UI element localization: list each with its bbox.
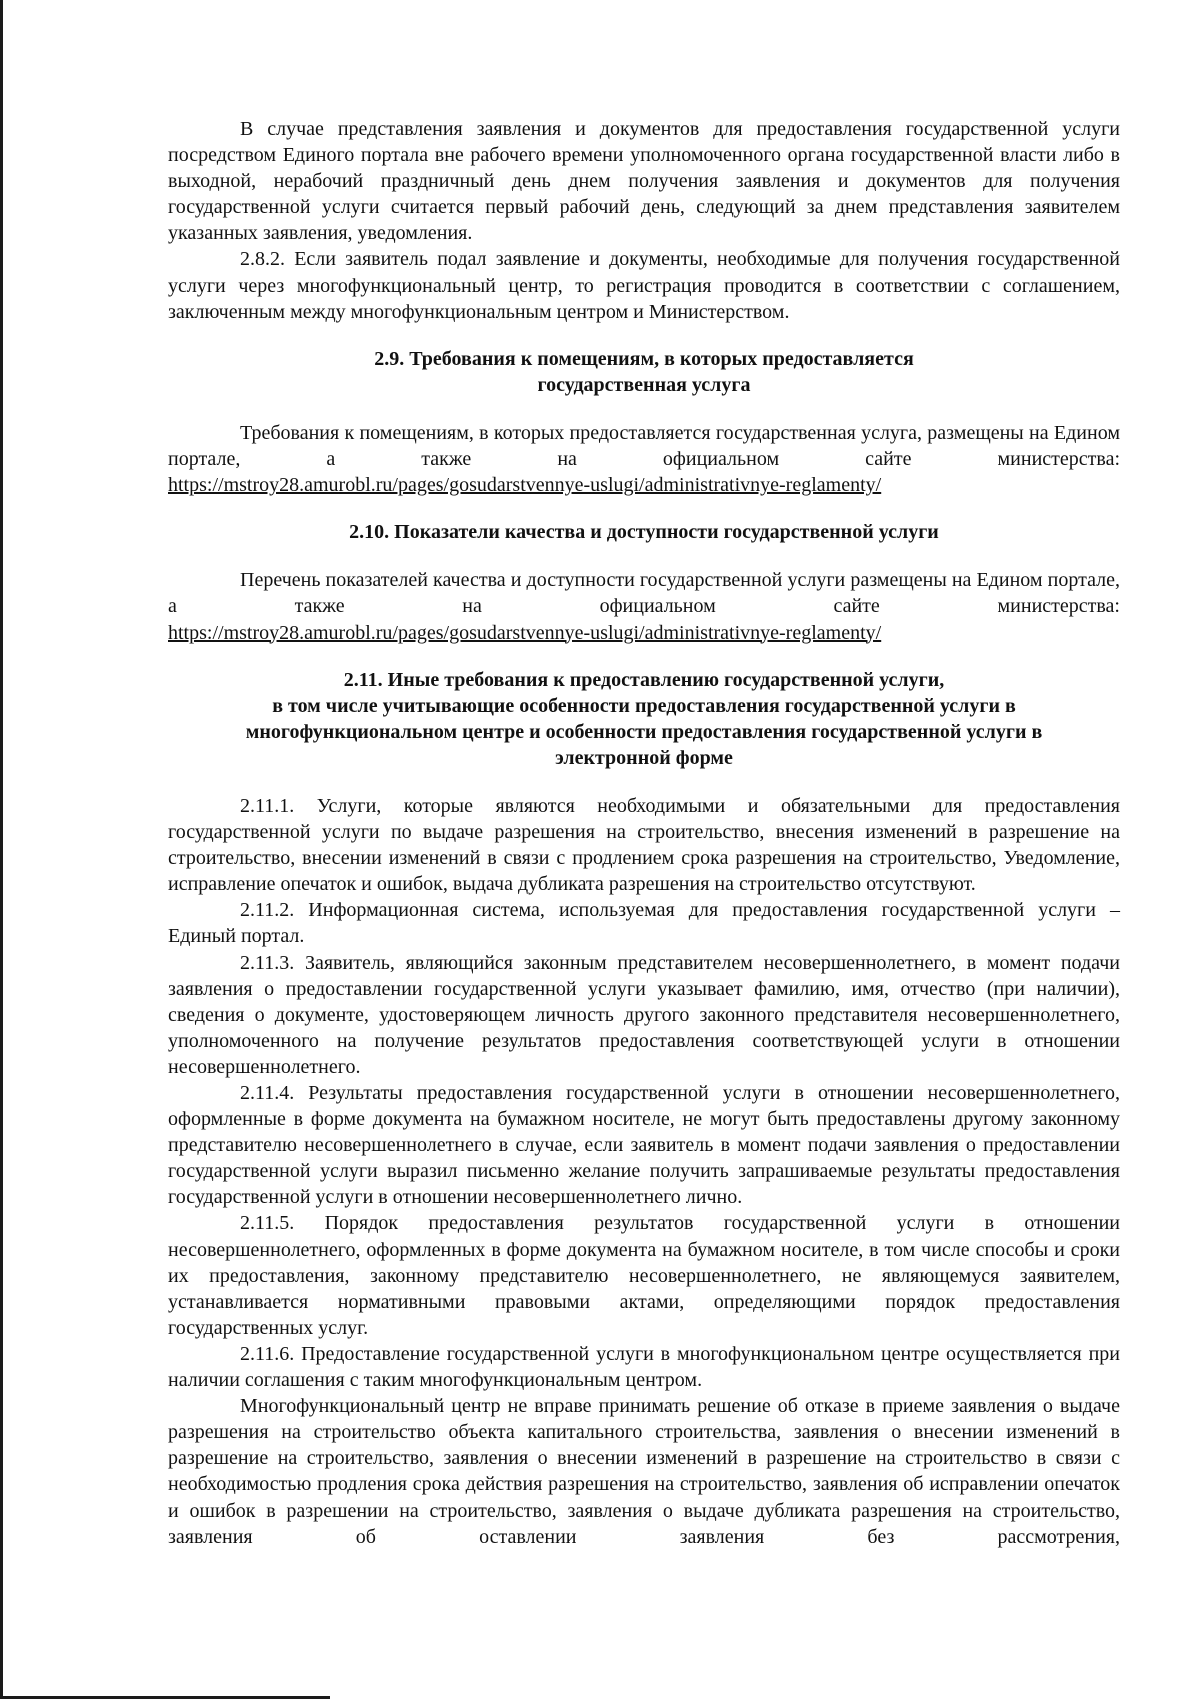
- paragraph-2-11-1: 2.11.1. Услуги, которые являются необходимыми и обязательными для предоставления государственной услуги по выдаче разрешения на строительство, внесения изменений в разрешение на строительство, внесении изменений в связи с продлением срока разрешения на строительство, Уведомление, исправление опечаток и ошибок, выдача дубликата разрешения на строительство отсутствуют.: [168, 794, 1120, 896]
- paragraph-mfc-refusal: Многофункциональный центр не вправе принимать решение об отказе в приеме заявления о выдаче разрешения на строительство объекта капитального строительства, заявления о внесении изменений в разрешение на строительство, заявления о внесении изменений в разрешение на строительство в связи с необходимостью продления срока действия разрешения на строительство, заявления об исправлении опечаток и ошибок в разрешении на строительство, заявления о выдаче дубликата разрешения на строительство, заявления об оставлении заявления без рассмотрения,: [168, 1395, 1120, 1548]
- document-body: [168, 116, 1120, 1550]
- paragraph-2-11-6: 2.11.6. Предоставление государственной услуги в многофункциональном центре осуществляется при наличии соглашения с таким многофункциональным центром.: [168, 1342, 1120, 1392]
- heading-2-9: 2.9. Требования к помещениям, в которых предоставляется государственная услуга: [374, 347, 914, 396]
- paragraph-2-11-5: 2.11.5. Порядок предоставления результатов государственной услуги в отношении несовершеннолетнего, оформленных в форме документа на бумажном носителе, в том числе способы и сроки их предоставления, законному представителю несовершеннолетнего, не являющемуся заявителем, устанавливается нормативными правовыми актами, определяющими порядок предоставления государственных услуг.: [168, 1212, 1120, 1339]
- link-2-10-url[interactable]: https://mstroy28.amurobl.ru/pages/gosudarstvennye-uslugi/administrativnye-reglamenty/: [168, 621, 882, 644]
- heading-2-11: 2.11. Иные требования к предоставлению государственной услуги, в том числе учитывающие особенности предоставления государственной услуги в многофункциональном центре и особенности предоставления государственной услуги в электронной форме: [245, 668, 1043, 769]
- paragraph-2-11-4: 2.11.4. Результаты предоставления государственной услуги в отношении несовершеннолетнего, оформленные в форме документа на бумажном носителе, не могут быть предоставлены другому законному представителю несовершеннолетнего в случае, если заявитель в момент подачи заявления о предоставлении государственной услуги выразил письменно желание получить запрашиваемые результаты предоставления государственной услуги в отношении несовершеннолетнего лично.: [168, 1082, 1120, 1209]
- paragraph-2-11-3: 2.11.3. Заявитель, являющийся законным представителем несовершеннолетнего, в момент подачи заявления о предоставлении государственной услуги указывает фамилию, имя, отчество (при наличии), сведения о документе, удостоверяющем личность другого законного представителя несовершеннолетнего, уполномоченного на получение результатов предоставления соответствующей услуги в отношении несовершеннолетнего.: [168, 951, 1120, 1078]
- heading-2-10: 2.10. Показатели качества и доступности государственной услуги: [349, 521, 939, 544]
- scan-edge-left: [0, 0, 3, 1699]
- paragraph-2-11-2: 2.11.2. Информационная система, используемая для предоставления государственной услуги – Единый портал.: [168, 899, 1120, 948]
- paragraph-2-8-2: 2.8.2. Если заявитель подал заявление и документы, необходимые для получения государственной услуги через многофункциональный центр, то регистрация проводится в соответствии с соглашением, заключенным между многофункциональным центром и Министерством.: [168, 248, 1120, 323]
- link-2-9-url[interactable]: https://mstroy28.amurobl.ru/pages/gosudarstvennye-uslugi/administrativnye-reglamenty/: [168, 474, 882, 497]
- paragraph-epgu-offhours: В случае представления заявления и документов для предоставления государственной услуги посредством Единого портала вне рабочего времени уполномоченного органа государственной власти либо в выходной, нерабочий праздничный день днем получения заявления и документов для получения государственной услуги считается первый рабочий день, следующий за днем представления заявителем указанных заявления, уведомления.: [168, 118, 1120, 245]
- paragraph-2-9: Требования к помещениям, в которых предоставляется государственная услуга, размещены на Едином портале, а также на официальном сайте министерства:: [168, 421, 1120, 471]
- paragraph-2-10: Перечень показателей качества и доступности государственной услуги размещены на Едином портале, а также на официальном сайте министерства:: [168, 569, 1120, 618]
